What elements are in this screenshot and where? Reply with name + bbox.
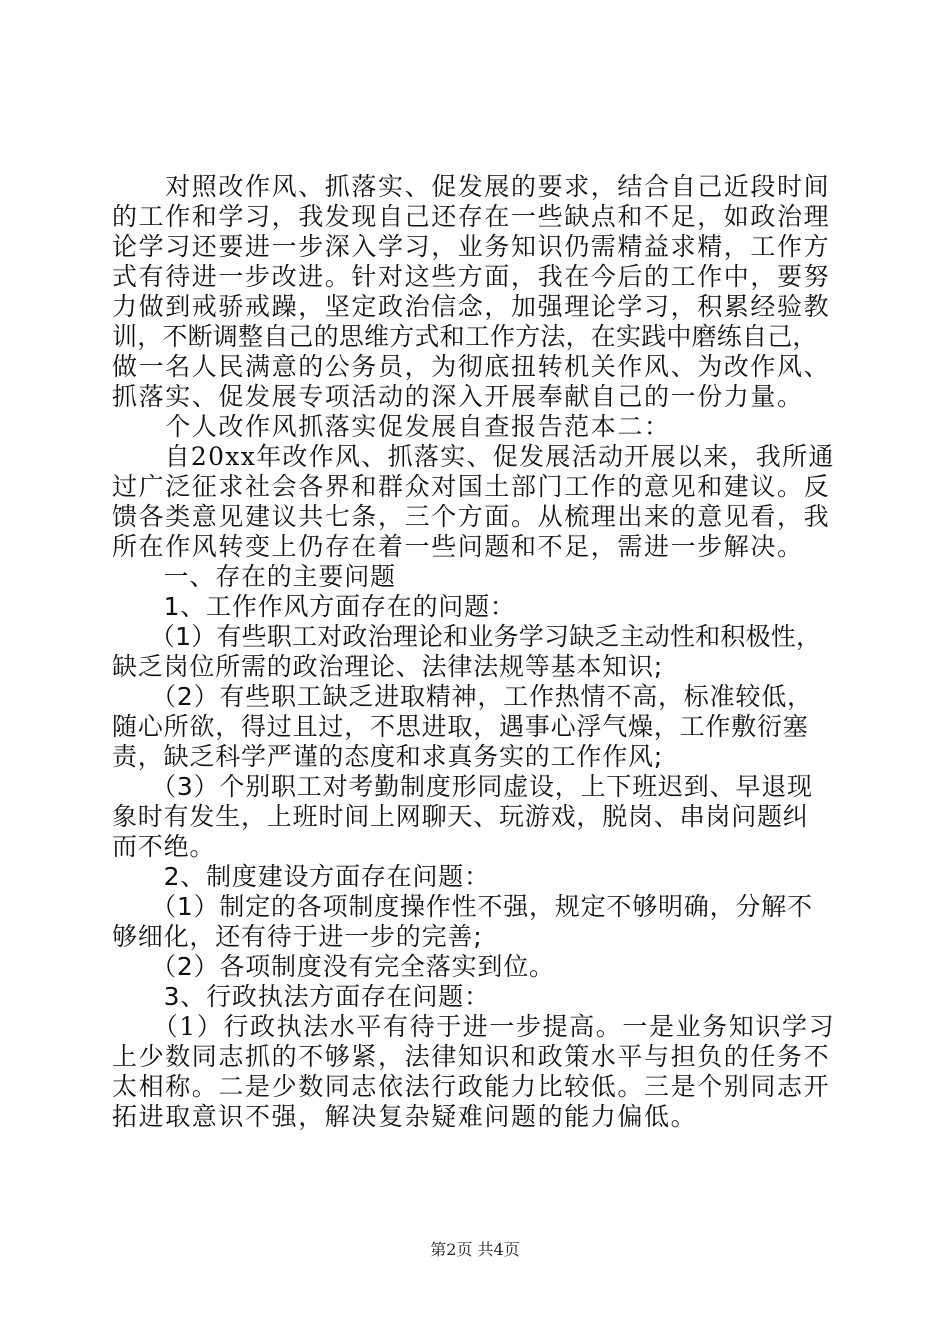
paragraph-line: 式有待进一步改进。针对这些方面，我在今后的工作中，要努	[112, 262, 831, 291]
paragraph-line: 论学习还要进一步深入学习，业务知识仍需精益求精，工作方	[112, 232, 831, 261]
list-item-line: 象时有发生，上班时间上网聊天、玩游戏，脱岗、串岗问题纠	[112, 802, 809, 831]
paragraph-line: 抓落实、促发展专项活动的深入开展奉献自己的一份力量。	[112, 382, 804, 411]
section-heading: 个人改作风抓落实促发展自查报告范本二：	[112, 412, 671, 441]
list-item-line: （2）各项制度没有完全落实到位。	[112, 952, 555, 981]
paragraph-line: 馈各类意见建议共七条，三个方面。从梳理出来的意见看，我	[112, 502, 831, 531]
paragraph-line: 做一名人民满意的公务员，为彻底扭转机关作风、为改作风、	[112, 352, 831, 381]
list-item-line: （1）行政执法水平有待于进一步提高。一是业务知识学习	[112, 1012, 836, 1041]
list-item-line: 够细化，还有待于进一步的完善;	[112, 922, 483, 951]
paragraph-line: 力做到戒骄戒躁，坚定政治信念，加强理论学习，积累经验教	[112, 292, 831, 321]
paragraph-line: 过广泛征求社会各界和群众对国土部门工作的意见和建议。反	[112, 472, 831, 501]
paragraph-line: 训，不断调整自己的思维方式和工作方法，在实践中磨练自己，	[112, 322, 818, 351]
paragraph-line: 的工作和学习，我发现自己还存在一些缺点和不足，如政治理	[112, 202, 831, 231]
paragraph-line: 自20xx年改作风、抓落实、促发展活动开展以来，我所通	[112, 442, 835, 471]
list-item-line: 而不绝。	[112, 832, 216, 861]
paragraph-line: 对照改作风、抓落实、促发展的要求，结合自己近段时间	[112, 172, 831, 201]
list-item-line: （1）制定的各项制度操作性不强，规定不够明确，分解不	[112, 892, 813, 921]
subsection-heading: 2、制度建设方面存在问题：	[112, 862, 490, 891]
subsection-heading: 1、工作作风方面存在的问题：	[112, 592, 516, 621]
list-item-line: 拓进取意识不强，解决复杂疑难问题的能力偏低。	[112, 1102, 698, 1131]
list-item-line: 上少数同志抓的不够紧，法律知识和政策水平与担负的任务不	[112, 1042, 831, 1071]
page-number-footer: 第2页 共4页	[430, 1240, 520, 1259]
list-item-line: 缺乏岗位所需的政治理论、法律法规等基本知识;	[112, 652, 664, 681]
section-heading: 一、存在的主要问题	[112, 562, 396, 591]
list-item-line: 太相称。二是少数同志依法行政能力比较低。三是个别同志开	[112, 1072, 831, 1101]
list-item-line: （2）有些职工缺乏进取精神，工作热情不高，标准较低，	[112, 682, 813, 711]
list-item-line: （1）有些职工对政治理论和业务学习缺乏主动性和积极性，	[112, 622, 822, 651]
subsection-heading: 3、行政执法方面存在问题：	[112, 982, 490, 1011]
list-item-line: （3）个别职工对考勤制度形同虚设，上下班迟到、早退现	[112, 772, 813, 801]
list-item-line: 责，缺乏科学严谨的态度和求真务实的工作作风;	[112, 742, 664, 771]
paragraph-line: 所在作风转变上仍存在着一些问题和不足，需进一步解决。	[112, 532, 804, 561]
list-item-line: 随心所欲，得过且过，不思进取，遇事心浮气燥，工作敷衍塞	[112, 712, 809, 741]
document-body	[112, 172, 840, 1132]
